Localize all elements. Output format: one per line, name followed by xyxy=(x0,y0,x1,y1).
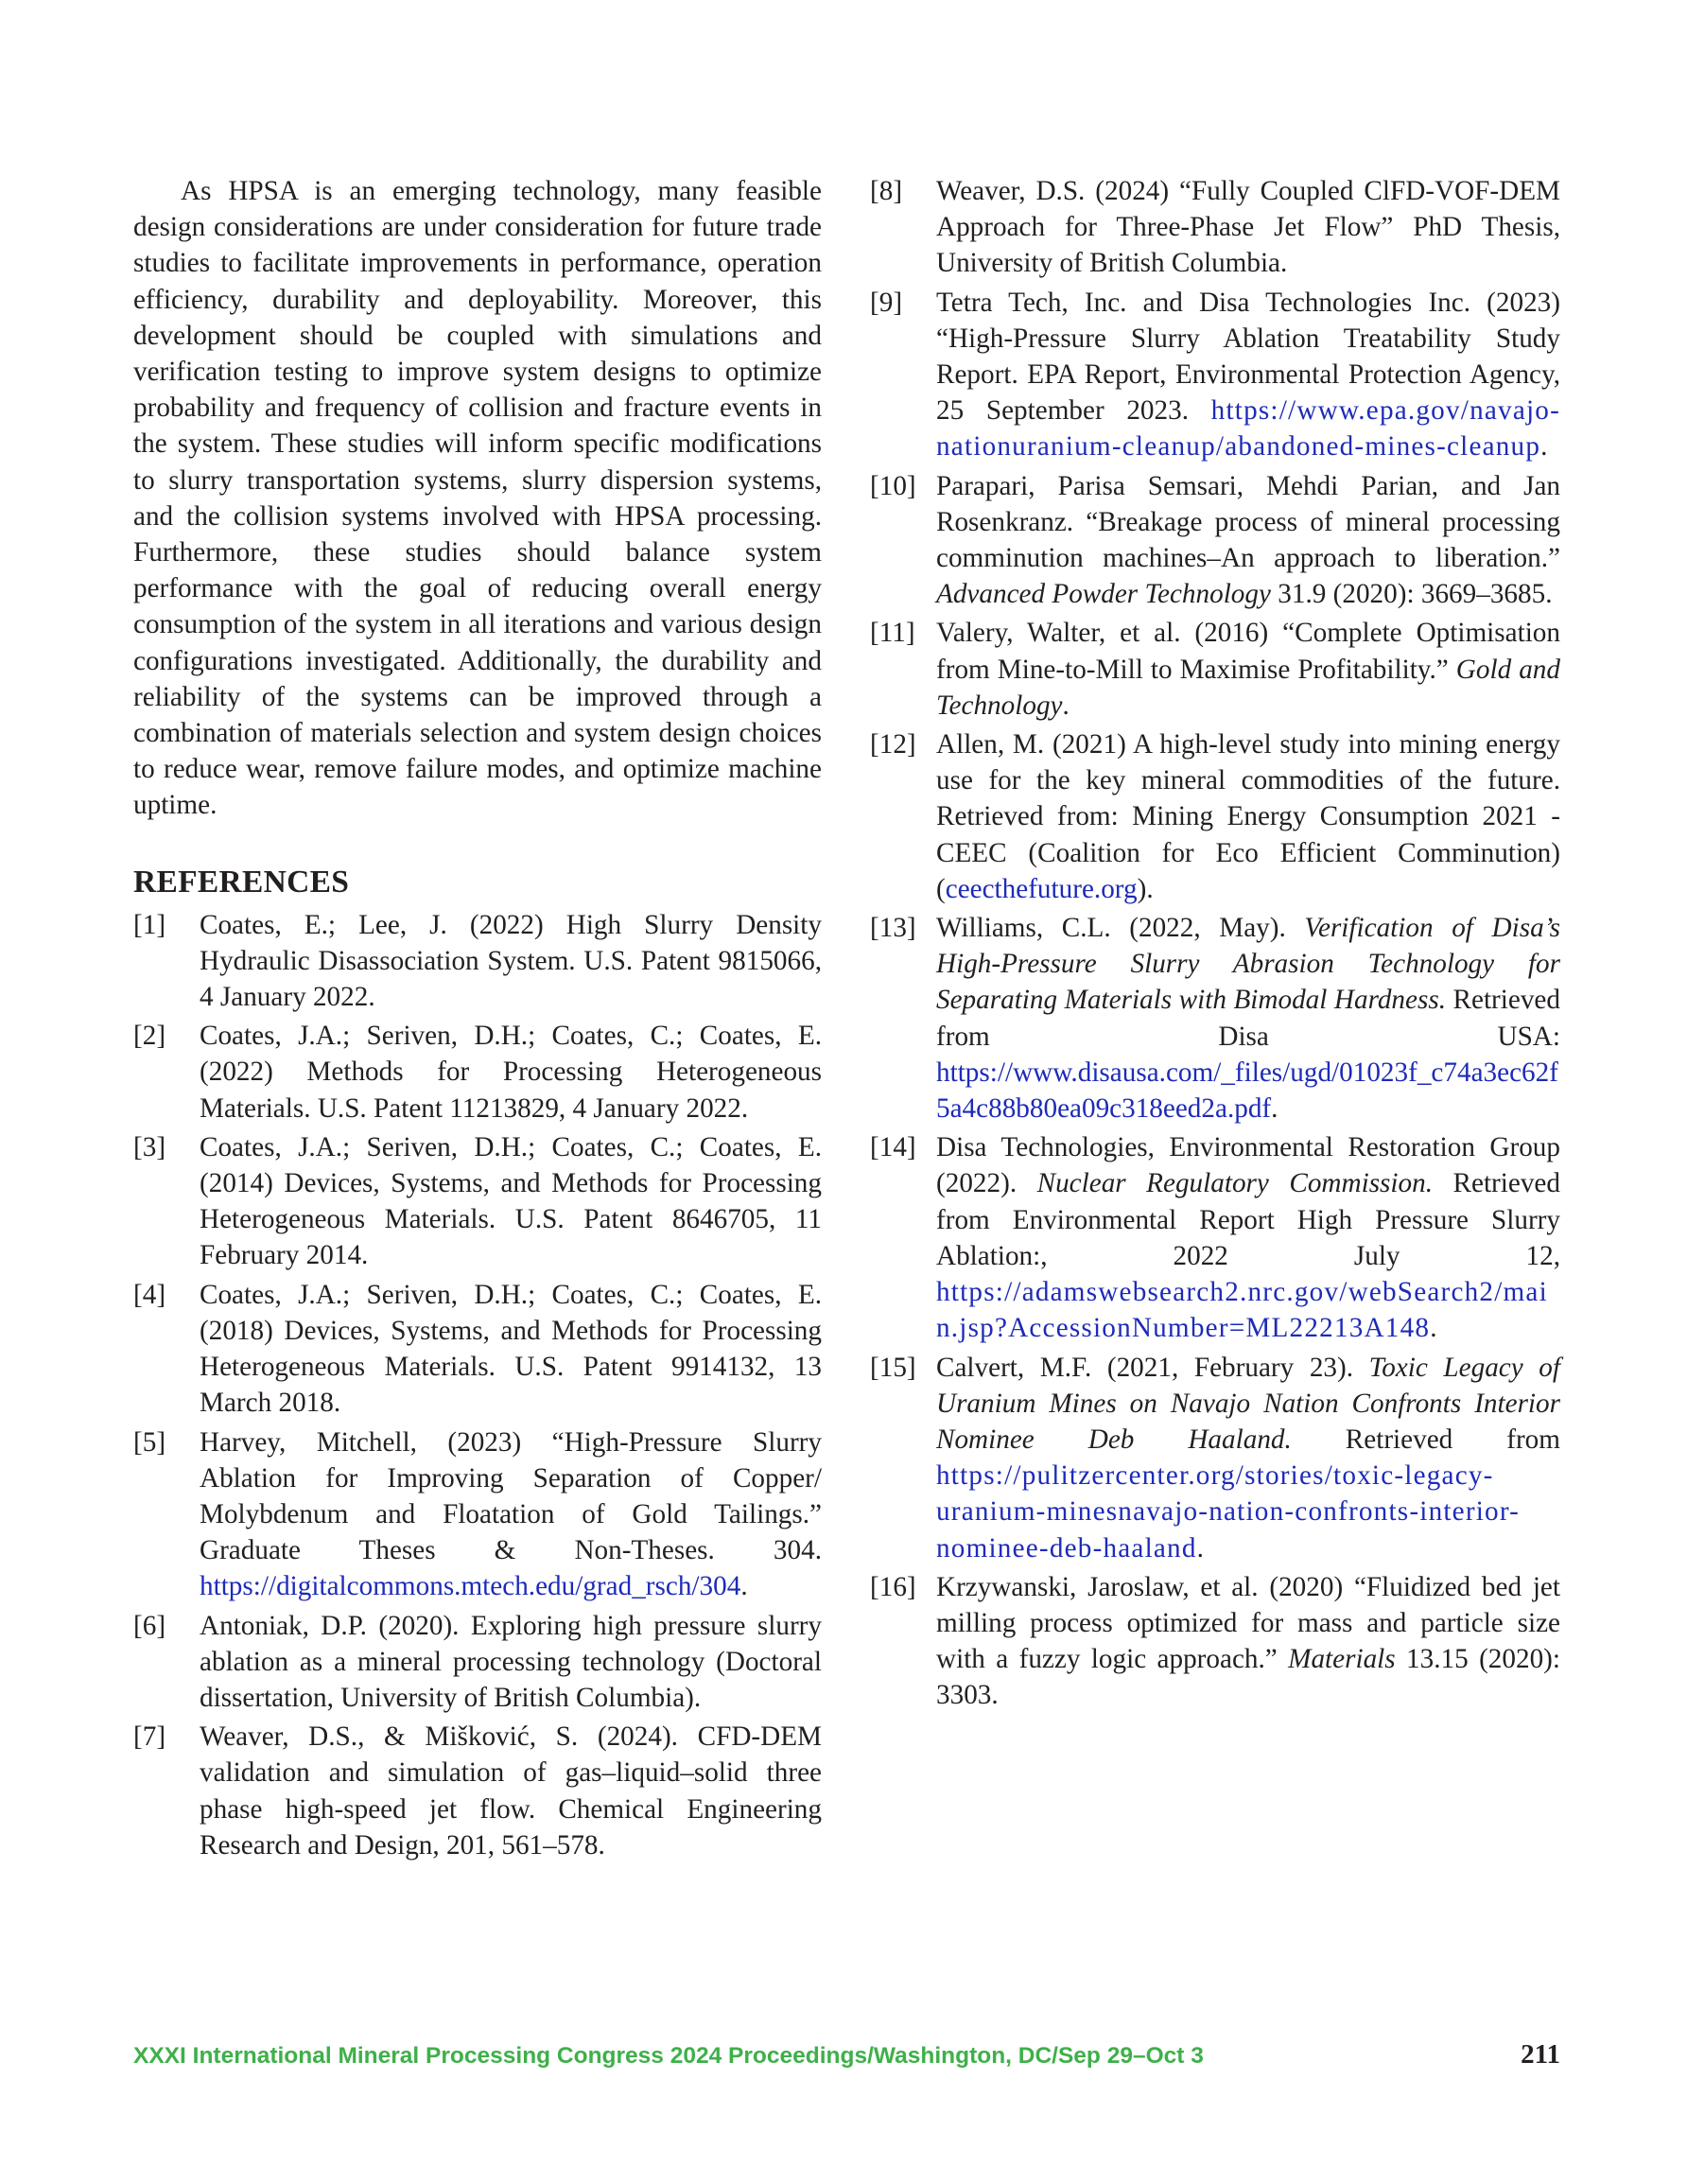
reference-item xyxy=(133,1018,822,1127)
reference-body: Calvert, M.F. (2021, February 23). xyxy=(936,1352,1369,1383)
body-paragraph: As HPSA is an emerging technology, many feasible design considerations are under consideration for future trade studies to facilitate improvements in performance, operation efficiency, durability and deployability. Moreover, this development should be coupled with simulations and verification testing to improve system designs to optimize probability and frequency of collision and fracture events in the system. These studies will inform specific modifications to slurry transportation systems, slurry dispersion systems, and the collision systems involved with HPSA processing. Furthermore, these studies should balance system performance with the goal of reducing overall energy consumption of the system in all iterations and various design configurations investigated. Additionally, the durability and reliability of the systems can be improved through a combination of materials selection and system design choices to reduce wear, remove failure modes, and optimize machine uptime. xyxy=(133,176,822,821)
reference-title: Verification of Disa’s High-Pressure Slurry Abrasion Technology for Separating Materials with Bimodal Hardness. xyxy=(936,913,1560,1016)
reference-link[interactable]: https://adamswebsearch2.nrc.gov/webSearch2/main.jsp?AccessionNumber=ML22213A148 xyxy=(936,1277,1548,1344)
reference-text xyxy=(936,910,1560,1127)
reference-middle: Retrieved from Environmental Report High Pressure Slurry Ablation:, 2022 July 12, xyxy=(936,1168,1560,1271)
reference-number: [7] xyxy=(133,1721,166,1753)
reference-number: [1] xyxy=(133,909,166,940)
reference-journal: Advanced Powder Technology xyxy=(936,579,1271,610)
reference-link[interactable]: https://pulitzercenter.org/stories/toxic-legacy-uranium-minesnavajo-nation-confronts-interior-nominee-deb-haaland xyxy=(936,1460,1521,1564)
reference-number: [6] xyxy=(133,1610,166,1641)
reference-text: Coates, J.A.; Seriven, D.H.; Coates, C.; Coates, E. (2014) Devices, Systems, and Methods for Processing Heterogeneous Materials. U.S. Patent 8646705, 11 February 2014. xyxy=(200,1131,822,1271)
reference-body: Krzywanski, Jaroslaw, et al. (2020) “Fluidized bed jet milling process optimized for mass and particle size with a fuzzy logic approach.” xyxy=(936,1571,1560,1675)
reference-item xyxy=(870,1569,1560,1714)
reference-number: [15] xyxy=(870,1352,916,1383)
reference-body: Disa Technologies, Environmental Restoration Group (2022). xyxy=(936,1132,1560,1199)
page-number: 211 xyxy=(1521,2039,1560,2070)
reference-item xyxy=(870,615,1560,724)
reference-number: [16] xyxy=(870,1571,916,1602)
reference-text xyxy=(936,615,1560,724)
references-heading: REFERENCES xyxy=(133,864,350,900)
reference-link[interactable]: ceecthefuture.org xyxy=(945,873,1138,904)
reference-number: [3] xyxy=(133,1131,166,1162)
reference-item xyxy=(133,1424,822,1605)
reference-text: Weaver, D.S., & Mišković, S. (2024). CFD-DEM validation and simulation of gas–liquid–solid three phase high-speed jet flow. Chemical Engineering Research and Design, 201, 561–578. xyxy=(200,1721,822,1861)
reference-text: Weaver, D.S. (2024) “Fully Coupled ClFD-VOF-DEM Approach for Three-Phase Jet Flow” PhD Thesis, University of British Columbia. xyxy=(936,176,1560,279)
reference-body: Williams, C.L. (2022, May). xyxy=(936,913,1305,944)
reference-number: [14] xyxy=(870,1132,916,1163)
reference-number: [13] xyxy=(870,913,916,944)
reference-item xyxy=(133,1129,822,1274)
reference-item xyxy=(133,1277,822,1422)
reference-item xyxy=(870,1129,1560,1346)
reference-middle: Retrieved from xyxy=(1291,1424,1560,1455)
reference-text xyxy=(936,1350,1560,1566)
reference-number: [12] xyxy=(870,729,916,760)
reference-link[interactable]: https://www.epa.gov/navajo-nationuranium-cleanup/abandoned-mines-cleanup xyxy=(936,395,1560,463)
reference-body: Allen, M. (2021) A high-level study into mining energy use for the key mineral commodities of the future. Retrieved from: Mining Energy Consumption 2021 - CEEC (Coalition for Eco Efficient Comminution) ( xyxy=(936,729,1560,904)
reference-number: [10] xyxy=(870,470,916,501)
reference-tail: . xyxy=(1196,1532,1204,1564)
reference-text: Coates, J.A.; Seriven, D.H.; Coates, C.; Coates, E. (2022) Methods for Processing Heterogeneous Materials. U.S. Patent 11213829, 4 January 2022. xyxy=(200,1021,822,1124)
reference-tail: . xyxy=(1540,431,1548,463)
reference-tail: . xyxy=(1062,690,1070,721)
reference-number: [9] xyxy=(870,287,903,318)
left-column xyxy=(133,173,822,1866)
reference-item xyxy=(133,1719,822,1863)
reference-text xyxy=(200,1424,822,1605)
reference-journal: Materials xyxy=(1288,1644,1396,1675)
reference-number: [2] xyxy=(133,1021,166,1052)
reference-body: Valery, Walter, et al. (2016) “Complete Optimisation from Mine-to-Mill to Maximise Profitability.” xyxy=(936,618,1560,685)
reference-title: Nuclear Regulatory Commission. xyxy=(1036,1168,1434,1199)
reference-number: [4] xyxy=(133,1279,166,1310)
reference-body: Harvey, Mitchell, (2023) “High-Pressure Slurry Ablation for Improving Separation of Copper/ Molybdenum and Floatation of Gold Tailings.” Graduate Theses & Non-Theses. 304. xyxy=(200,1426,822,1566)
reference-tail: . xyxy=(1430,1313,1437,1344)
reference-item xyxy=(870,726,1560,907)
reference-item xyxy=(133,1608,822,1717)
reference-item xyxy=(870,173,1560,282)
reference-text xyxy=(936,1569,1560,1714)
references-list-right xyxy=(870,173,1560,1714)
right-column xyxy=(870,173,1560,1717)
reference-item xyxy=(870,910,1560,1127)
reference-text xyxy=(936,468,1560,613)
reference-tail: 31.9 (2020): 3669–3685. xyxy=(1270,579,1553,610)
reference-number: [8] xyxy=(870,176,903,206)
reference-item xyxy=(133,907,822,1016)
reference-item xyxy=(870,1350,1560,1566)
reference-item xyxy=(870,468,1560,613)
reference-title: Toxic Legacy of Uranium Mines on Navajo Nation Confronts Interior Nominee Deb Haaland. xyxy=(936,1352,1561,1455)
reference-text xyxy=(936,726,1560,907)
reference-middle: Retrieved from Disa USA: xyxy=(936,985,1560,1052)
reference-number: [5] xyxy=(133,1426,166,1458)
reference-tail: . xyxy=(1271,1093,1278,1125)
reference-tail: ). xyxy=(1137,873,1154,904)
reference-body: Tetra Tech, Inc. and Disa Technologies Inc. (2023) “High-Pressure Slurry Ablation Treatability Study Report. EPA Report, Environmental Protection Agency, 25 September 2023. xyxy=(936,287,1560,427)
reference-link[interactable]: https://digitalcommons.mtech.edu/grad_rsch/304 xyxy=(200,1571,741,1602)
reference-text xyxy=(936,1129,1560,1346)
reference-tail: . xyxy=(740,1571,748,1602)
references-list-left xyxy=(133,907,822,1863)
reference-journal: Gold and Technology xyxy=(936,654,1560,721)
reference-tail: 13.15 (2020): 3303. xyxy=(936,1644,1560,1711)
reference-link[interactable]: https://www.disausa.com/_files/ugd/01023f_c74a3ec62f5a4c88b80ea09c318eed2a.pdf xyxy=(936,1057,1558,1125)
reference-text: Coates, E.; Lee, J. (2022) High Slurry Density Hydraulic Disassociation System. U.S. Patent 9815066, 4 January 2022. xyxy=(200,909,822,1013)
reference-body: Parapari, Parisa Semsari, Mehdi Parian, and Jan Rosenkranz. “Breakage process of mineral processing comminution machines–An approach to liberation.” xyxy=(936,470,1560,574)
reference-text: Antoniak, D.P. (2020). Exploring high pressure slurry ablation as a mineral processing technology (Doctoral dissertation, University of British Columbia). xyxy=(200,1610,822,1713)
reference-text: Coates, J.A.; Seriven, D.H.; Coates, C.; Coates, E. (2018) Devices, Systems, and Methods for Processing Heterogeneous Materials. U.S. Patent 9914132, 13 March 2018. xyxy=(200,1279,822,1419)
reference-text xyxy=(936,285,1560,465)
reference-item xyxy=(870,285,1560,465)
footer-conference: XXXI International Mineral Processing Congress 2024 Proceedings/Washington, DC/Sep 29–Oct 3 xyxy=(133,2043,1204,2069)
reference-number: [11] xyxy=(870,618,915,649)
